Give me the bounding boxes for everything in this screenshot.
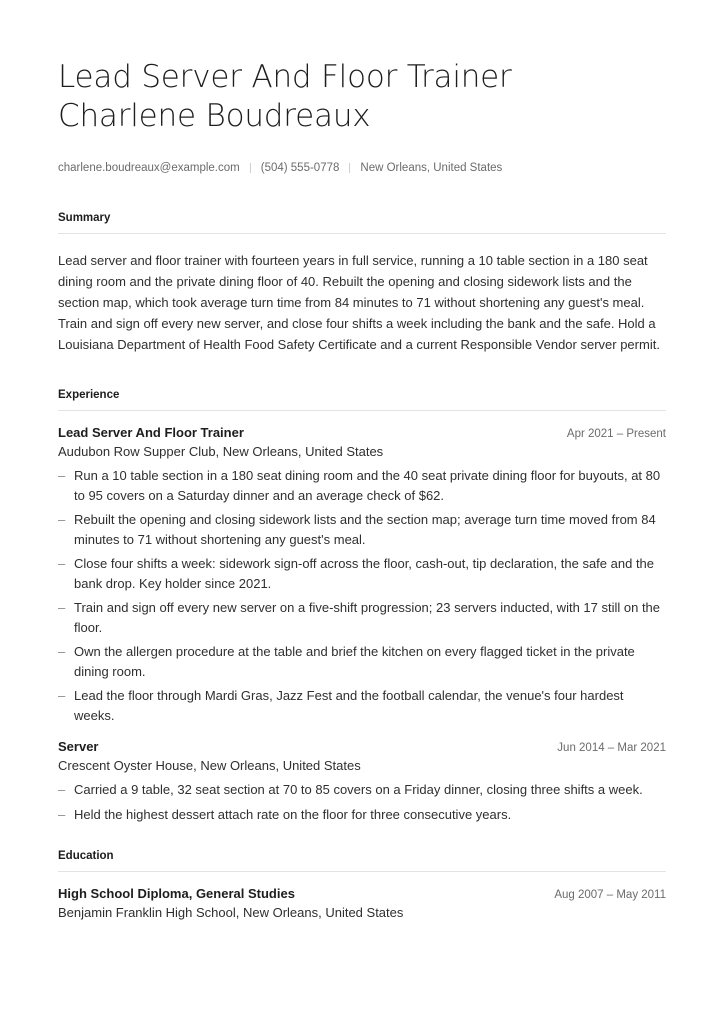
experience-heading: Experience [58,389,666,411]
job-title-heading: Lead Server And Floor Trainer [58,59,512,95]
contact-divider [250,163,251,173]
job-bullets [58,466,666,725]
dash-icon: – [58,688,66,703]
job-dates: Jun 2014 – Mar 2021 [557,742,666,754]
bullet-item: – Rebuilt the opening and closing sidework lists and the section map; average turn time moved from 84 minutes to 71 without shortening any guest's meal. [58,512,656,547]
experience-entry [58,739,666,824]
degree-title: High School Diploma, General Studies [58,886,295,901]
contact-phone: (504) 555-0778 [260,162,340,174]
job-title: Lead Server And Floor Trainer [58,425,244,440]
dash-icon: – [58,512,66,527]
experience-section [58,389,666,824]
bullet-item: – Lead the floor through Mardi Gras, Jazz Fest and the football calendar, the venue's four hardest weeks. [58,688,624,723]
contact-location: New Orleans, United States [360,162,503,174]
contact-line [58,162,666,174]
dash-icon: – [58,782,66,797]
bullet-item: – Own the allergen procedure at the table and brief the kitchen on every flagged ticket in the private dining room. [58,644,635,679]
job-dates: Apr 2021 – Present [566,428,666,440]
summary-heading: Summary [58,212,666,234]
bullet-item: – Close four shifts a week: sidework sign-off across the floor, cash-out, tip declaration, the safe and the bank drop. Key holder since 2021. [58,556,655,591]
education-heading: Education [58,850,666,872]
dash-icon: – [58,644,66,659]
school-name: Benjamin Franklin High School, New Orleans, United States [58,905,404,920]
bullet-item: – Run a 10 table section in a 180 seat dining room and the 40 seat private dining floor for buyouts, at 80 to 95 covers on a Saturday dinner and an average check of $62. [58,468,661,503]
candidate-name: Charlene Boudreaux [58,98,371,134]
bullet-item: – Held the highest dessert attach rate on the floor for three consecutive years. [58,805,666,825]
education-entry [58,886,666,920]
education-section [58,850,666,920]
job-employer: Audubon Row Supper Club, New Orleans, United States [58,444,384,459]
summary-section [58,212,666,355]
resume-title [58,58,666,136]
contact-email: charlene.boudreaux@example.com [58,162,240,174]
dash-icon: – [58,556,66,571]
experience-entry [58,425,666,725]
contact-divider [349,163,350,173]
education-dates: Aug 2007 – May 2011 [554,889,666,901]
bullet-item: – Carried a 9 table, 32 seat section at 70 to 85 covers on a Friday dinner, closing three shifts a week. [58,780,666,800]
job-employer: Crescent Oyster House, New Orleans, United States [58,758,361,773]
job-title: Server [58,739,99,754]
summary-text: Lead server and floor trainer with fourteen years in full service, running a 10 table section in a 180 seat dining room and the private dining floor of 40. Rebuilt the opening and closing sidework lists and the section map, which took average turn time from 84 minutes to 71 without shortening any guest's meal. Train and sign off every new server, and close four shifts a week including the bank and the safe. Hold a Louisiana Department of Health Food Safety Certificate and a current Responsible Vendor server permit. [58,253,660,352]
job-bullets [58,780,666,824]
dash-icon: – [58,806,66,822]
dash-icon: – [58,468,66,483]
bullet-item: – Train and sign off every new server on a five-shift progression; 23 servers inducted, with 17 still on the floor. [58,600,661,635]
dash-icon: – [58,600,66,615]
